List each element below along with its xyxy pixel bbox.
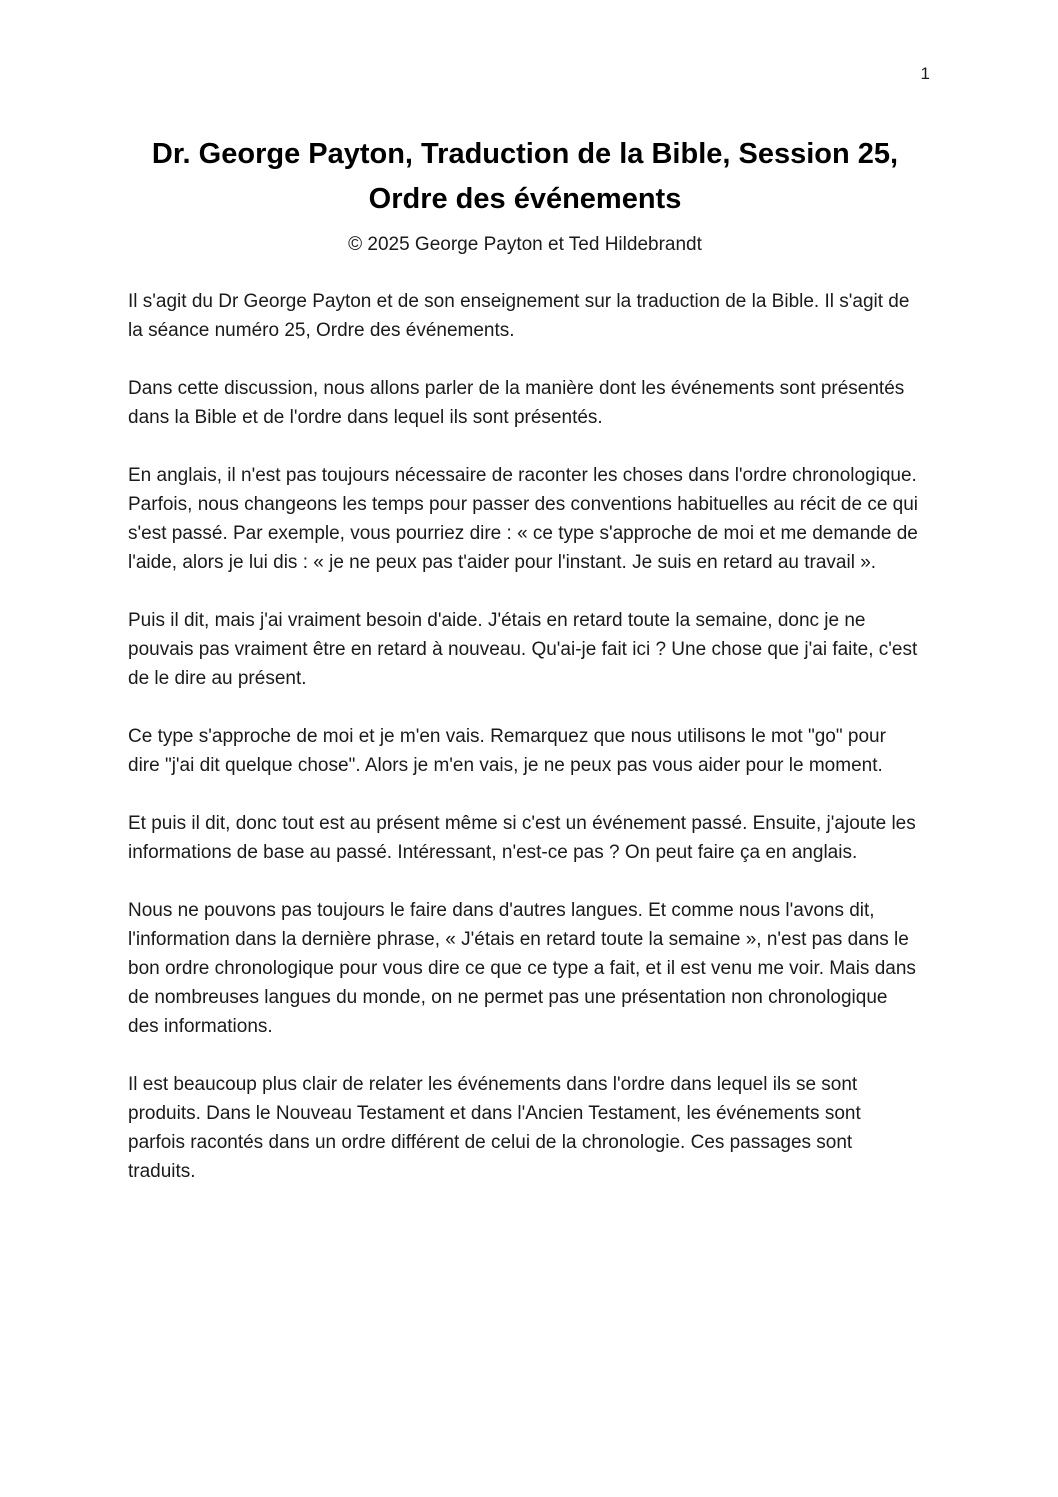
paragraph: Nous ne pouvons pas toujours le faire dans d'autres langues. Et comme nous l'avons dit, l'information dans la dernière phrase, « J'étais en retard toute la semaine », n'est pas dans le bon ordre chronologique pour vous dire ce que ce type a fait, et il est venu me voir. Mais dans de nombreuses langues du monde, on ne permet pas une présentation non chronologique des informations.: [128, 900, 916, 1037]
paragraph: En anglais, il n'est pas toujours nécessaire de raconter les choses dans l'ordre chronologique. Parfois, nous changeons les temps pour passer des conventions habituelles au récit de ce qui s'est passé. Par exemple, vous pourriez dire : « ce type s'approche de moi et me demande de l'aide, alors je lui dis : « je ne peux pas t'aider pour l'instant. Je suis en retard au travail ».: [128, 465, 919, 573]
paragraph: Il s'agit du Dr George Payton et de son enseignement sur la traduction de la Bible. Il s'agit de la séance numéro 25, Ordre des événements.: [128, 291, 910, 341]
copyright-line: © 2025 George Payton et Ted Hildebrandt: [348, 234, 702, 255]
paragraph: Ce type s'approche de moi et je m'en vais. Remarquez que nous utilisons le mot "go" pour dire "j'ai dit quelque chose". Alors je m'en vais, je ne peux pas vous aider pour le moment.: [128, 726, 886, 776]
paragraph: Et puis il dit, donc tout est au présent même si c'est un événement passé. Ensuite, j'ajoute les informations de base au passé. Intéressant, n'est-ce pas ? On peut faire ça en anglais.: [128, 813, 916, 863]
title-line-1: Dr. George Payton, Traduction de la Bible, Session 25,: [151, 138, 899, 170]
page-content: [128, 132, 922, 1215]
paragraph: Il est beaucoup plus clair de relater les événements dans l'ordre dans lequel ils se sont produits. Dans le Nouveau Testament et dans l'Ancien Testament, les événements sont parfois racontés dans un ordre différent de celui de la chronologie. Ces passages sont traduits.: [128, 1074, 861, 1182]
page-number: 1: [920, 64, 930, 83]
paragraph: Puis il dit, mais j'ai vraiment besoin d'aide. J'étais en retard toute la semaine, donc je ne pouvais pas vraiment être en retard à nouveau. Qu'ai-je fait ici ? Une chose que j'ai faite, c'est de le dire au présent.: [128, 610, 918, 689]
document-title: [128, 132, 922, 222]
title-line-2: Ordre des événements: [368, 183, 682, 215]
body-text: [128, 287, 922, 1186]
paragraph: Dans cette discussion, nous allons parler de la manière dont les événements sont présentés dans la Bible et de l'ordre dans lequel ils sont présentés.: [128, 378, 905, 428]
